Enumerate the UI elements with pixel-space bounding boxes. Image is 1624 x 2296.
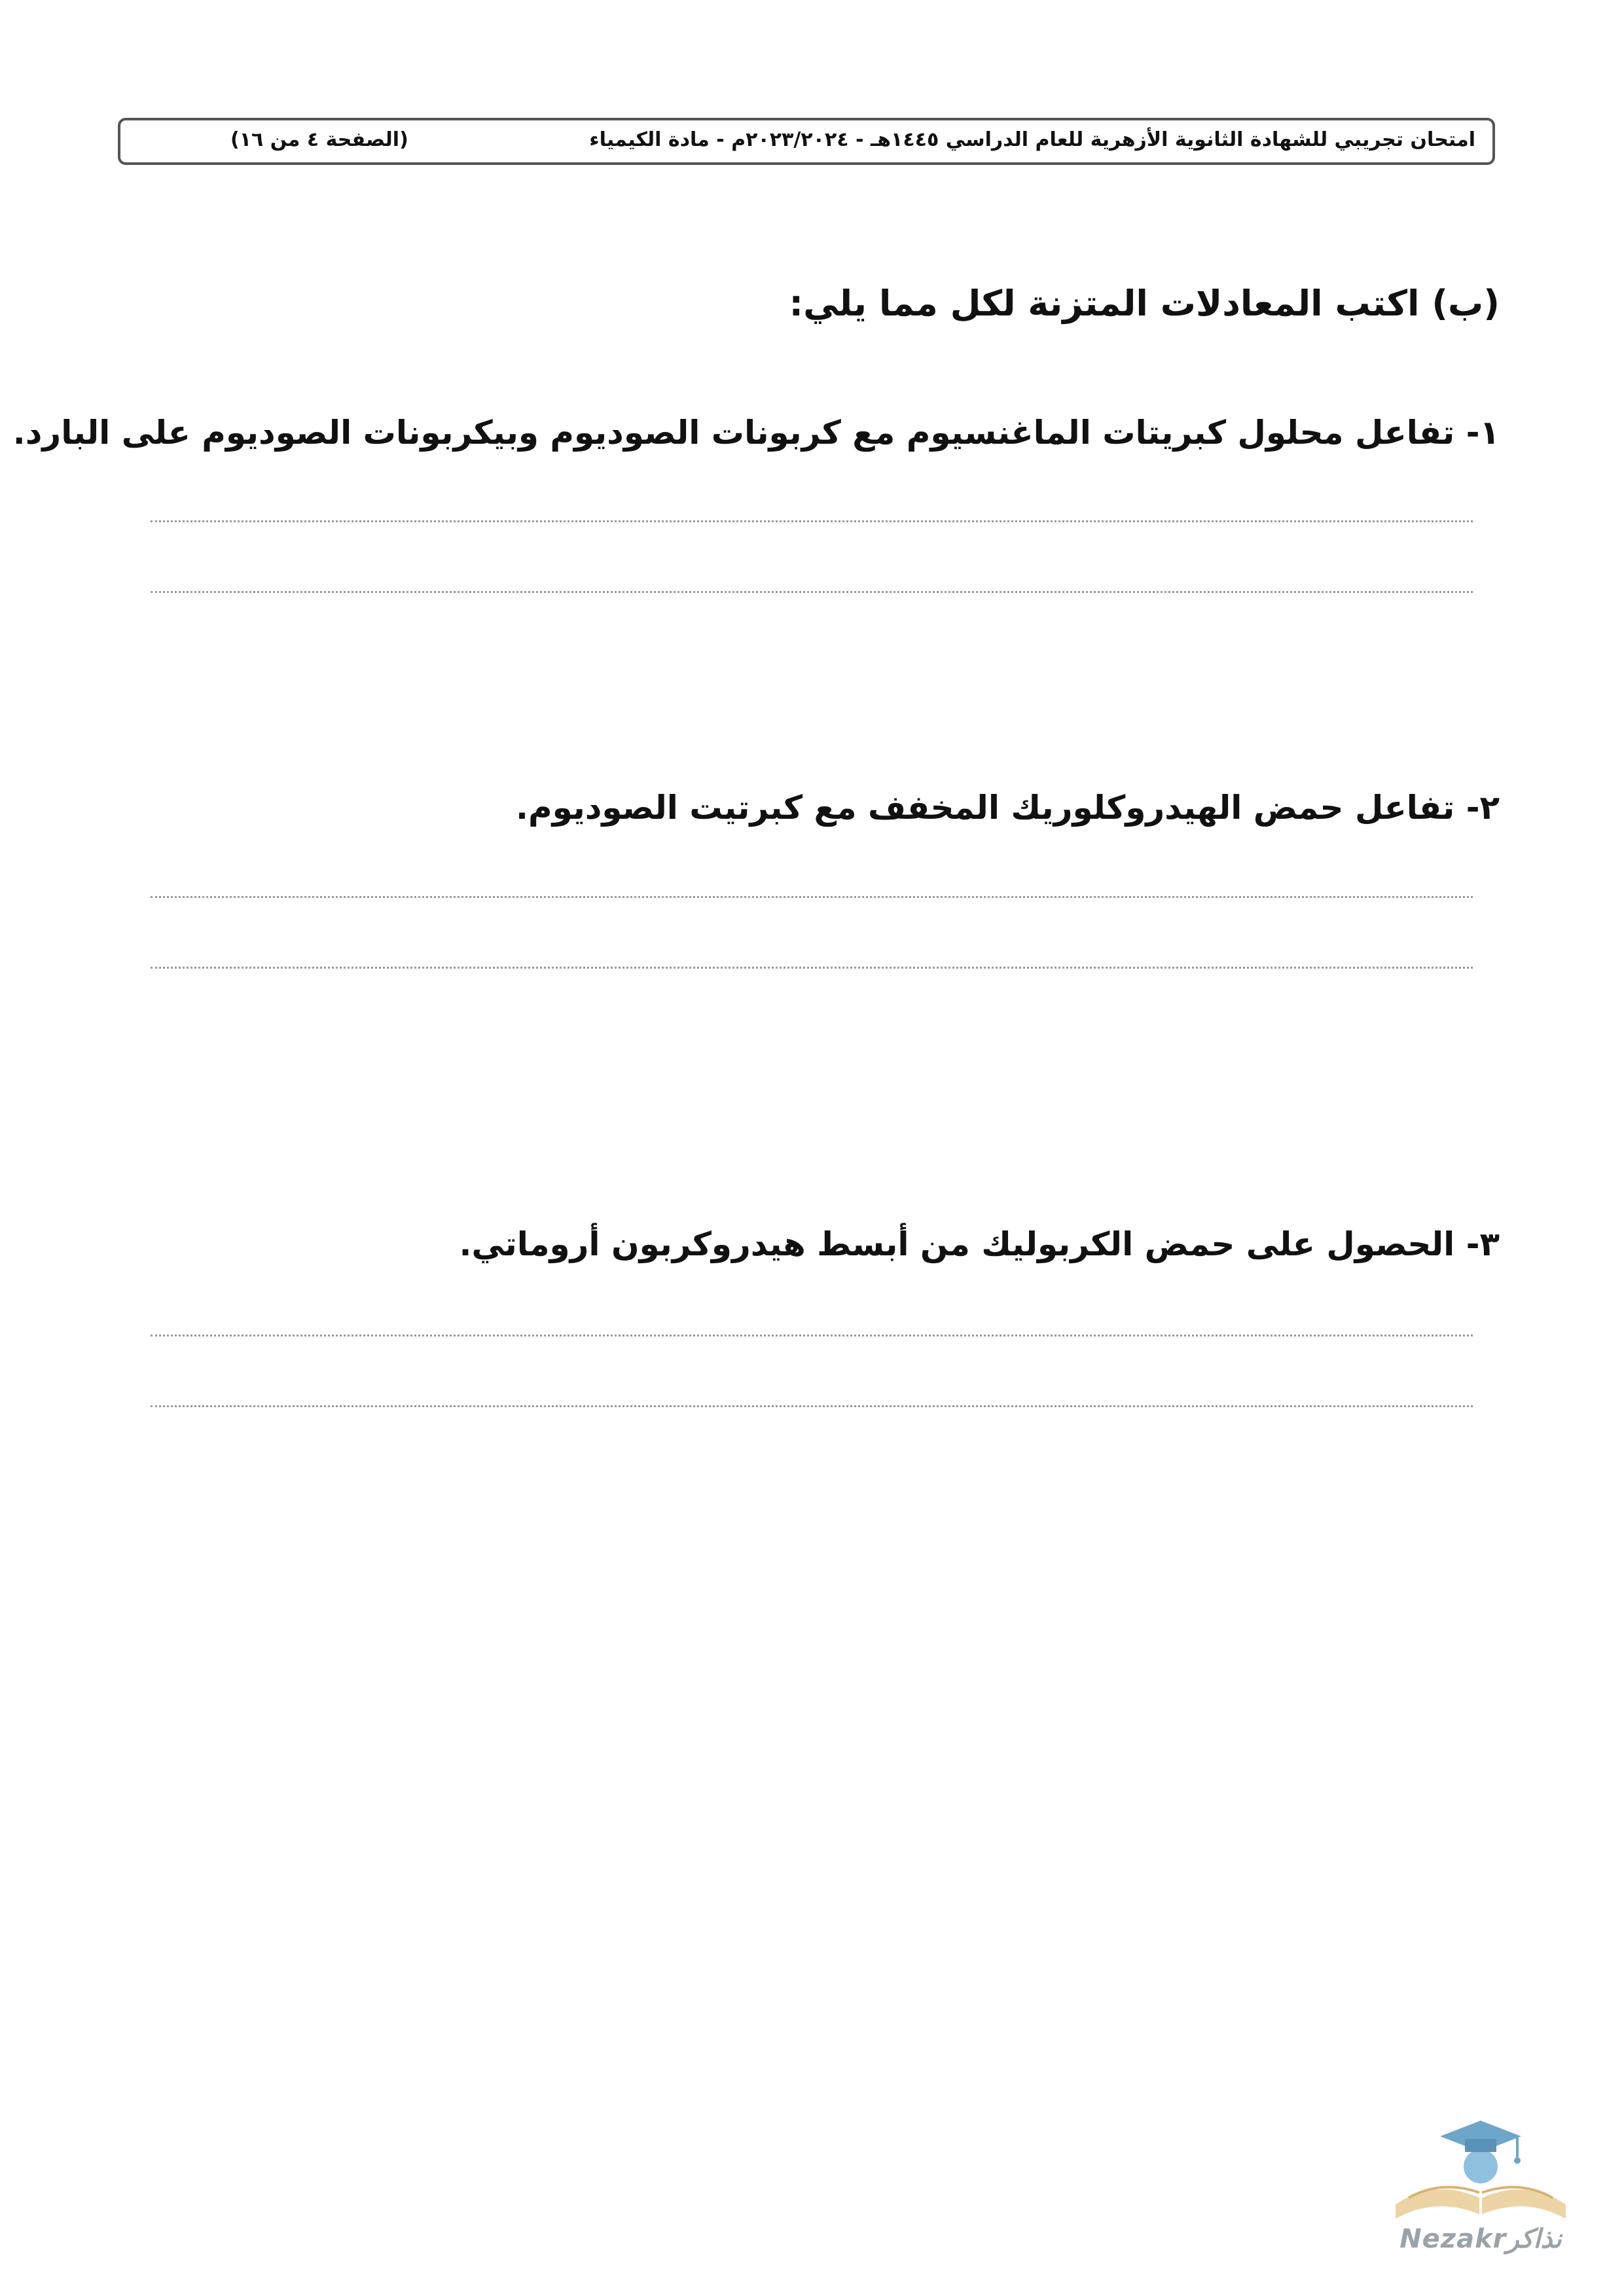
answer-line-3b[interactable] <box>151 1405 1473 1407</box>
answer-line-2b[interactable] <box>151 967 1473 969</box>
answer-line-1a[interactable] <box>151 520 1473 522</box>
question-1: ١- تفاعل محلول كبريتات الماغنسيوم مع كربونات الصوديوم وبيكربونات الصوديوم على البارد. <box>12 414 1500 452</box>
question-2: ٢- تفاعل حمض الهيدروكلوريك المخفف مع كبرتيت الصوديوم. <box>515 789 1500 827</box>
answer-line-3a[interactable] <box>151 1335 1473 1336</box>
page-number: (الصفحة ٤ من ١٦) <box>230 128 408 151</box>
logo-text: Nezakrنذاكر <box>1399 2224 1562 2254</box>
exam-title: امتحان تجريبي للشهادة الثانوية الأزهرية للعام الدراسي ١٤٤٥هـ - ٢٠٢٣/٢٠٢٤م - مادة الكيمياء <box>589 128 1475 151</box>
nezakr-logo <box>1382 2106 1579 2270</box>
question-3: ٣- الحصول على حمض الكربوليك من أبسط هيدروكربون أروماتي. <box>459 1225 1500 1263</box>
answer-line-1b[interactable] <box>151 591 1473 593</box>
answer-line-2a[interactable] <box>151 896 1473 898</box>
graduation-book-icon <box>1382 2106 1579 2224</box>
page-header <box>118 118 1495 165</box>
section-heading: (ب) اكتب المعادلات المتزنة لكل مما يلي: <box>789 283 1500 324</box>
